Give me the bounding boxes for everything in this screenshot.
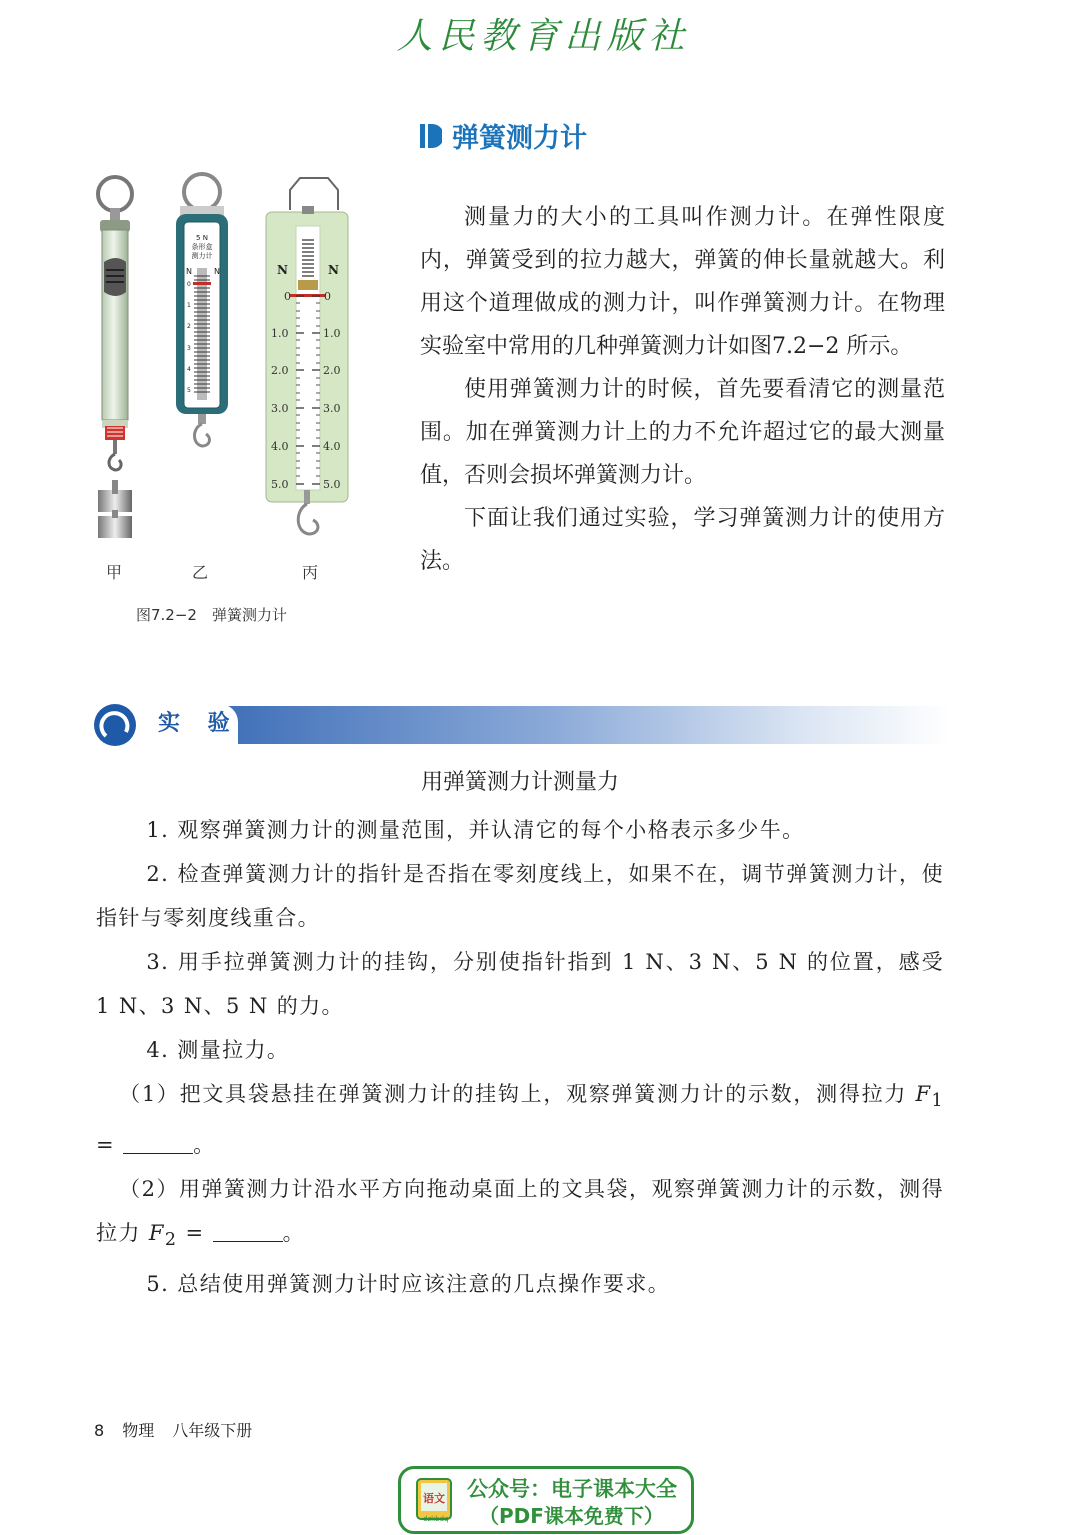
- section-title-text: 弹簧测力计: [452, 123, 587, 154]
- scale-bing-unit-left: N: [277, 263, 288, 277]
- step-4-sub-2-var: F: [148, 1221, 165, 1246]
- experiment-icon: [92, 702, 138, 748]
- intro-paragraph-1: 测量力的大小的工具叫作测力计。在弹性限度内，弹簧受到的拉力越大，弹簧的伸长量就越大。利用这个道理做成的测力计，叫作弹簧测力计。在物理实验室中常用的几种弹簧测力计如图7.2−2 所示。: [420, 205, 945, 359]
- step-4-sub-2-text: （2）用弹簧测力计沿水平方向拖动桌面上的文具袋，观察弹簧测力计的示数，测得拉力: [96, 1177, 944, 1246]
- scale-bing-tick-3-right: 3.0: [323, 402, 341, 415]
- scale-yi-tick-4: 4: [187, 366, 191, 373]
- step-4-sub-2-sub: 2: [164, 1230, 178, 1251]
- scale-bing-tick-2-right: 2.0: [323, 364, 341, 377]
- scale-jia: [98, 177, 132, 538]
- step-5: 5. 总结使用弹簧测力计时应该注意的几点操作要求。: [146, 1272, 671, 1297]
- scale-bing-tick-0-right: 0: [324, 290, 331, 303]
- footer-subject: 物理: [122, 1421, 155, 1440]
- answer-blank-f1[interactable]: [123, 1133, 193, 1154]
- book-icon-text: 语文: [423, 1492, 445, 1505]
- scale-yi-top-2: 条形盒: [191, 243, 213, 251]
- figure-label-yi: 乙: [192, 563, 209, 582]
- scale-yi-tick-5: 5: [187, 387, 191, 394]
- scale-bing: [266, 178, 348, 534]
- intro-paragraph-2: 使用弹簧测力计的时候，首先要看清它的测量范围。加在弹簧测力计上的力不允许超过它的最大测量值，否则会损坏弹簧测力计。: [420, 377, 945, 488]
- promo-badge[interactable]: [398, 1466, 694, 1534]
- spring-scale-figure: [90, 170, 370, 560]
- badge-icon-sub: dzkbdq: [423, 1515, 449, 1523]
- scale-bing-tick-4-left: 4.0: [271, 440, 289, 453]
- step-1: 1. 观察弹簧测力计的测量范围，并认清它的每个小格表示多少牛。: [146, 818, 805, 842]
- step-4-sub-1-text: （1）把文具袋悬挂在弹簧测力计的挂钩上，观察弹簧测力计的示数，测得拉力: [119, 1082, 916, 1106]
- figure-label-jia: 甲: [106, 563, 123, 582]
- scale-bing-tick-1-right: 1.0: [323, 327, 341, 340]
- experiment-banner: [92, 700, 952, 746]
- scale-bing-tick-2-left: 2.0: [271, 364, 289, 377]
- scale-yi-top-1: 5 N: [196, 234, 208, 242]
- step-4-sub-1: [96, 1072, 944, 1167]
- page-number: 8: [94, 1421, 105, 1440]
- scale-yi: [176, 174, 228, 446]
- scale-yi-unit-right: N: [214, 267, 220, 276]
- scale-yi-top-3: 测力计: [191, 252, 213, 260]
- step-4-sub-1-var: F: [915, 1082, 932, 1106]
- scale-yi-unit-left: N: [186, 267, 192, 276]
- experiment-steps: [96, 808, 944, 1306]
- scale-bing-tick-5-right: 5.0: [323, 478, 341, 491]
- intro-text: [420, 196, 945, 583]
- scale-bing-unit-right: N: [328, 263, 339, 277]
- scale-bing-tick-3-left: 3.0: [271, 402, 289, 415]
- scale-yi-tick-3: 3: [187, 345, 191, 352]
- figure-caption: 图7.2−2 弹簧测力计: [136, 606, 287, 624]
- experiment-tag: 实 验: [158, 711, 240, 736]
- step-4: 4. 测量拉力。: [146, 1038, 290, 1062]
- experiment-banner-gradient: [220, 706, 950, 744]
- step-4-sub-2-period: 。: [282, 1221, 305, 1246]
- scale-yi-tick-1: 1: [187, 302, 191, 309]
- scale-bing-tick-4-right: 4.0: [323, 440, 341, 453]
- step-4-sub-2: [96, 1167, 944, 1262]
- footer-grade: 八年级下册: [172, 1421, 253, 1440]
- step-4-sub-2-equals: =: [177, 1221, 213, 1246]
- step-4-sub-1-equals: =: [96, 1133, 124, 1158]
- publisher-logo: 人民教育出版社: [396, 16, 691, 57]
- scale-bing-tick-0-left: 0: [284, 290, 291, 303]
- scale-bing-tick-1-left: 1.0: [271, 327, 289, 340]
- step-4-sub-1-period: 。: [193, 1133, 216, 1158]
- badge-line-1: 公众号：电子课本大全: [467, 1477, 677, 1501]
- scale-bing-tick-5-left: 5.0: [271, 478, 289, 491]
- scale-yi-tick-2: 2: [187, 323, 191, 330]
- step-3: 3. 用手拉弹簧测力计的挂钩，分别使指针指到 1 N、3 N、5 N 的位置，感受 1 N、3 N、5 N 的力。: [96, 950, 944, 1018]
- experiment-title: 用弹簧测力计测量力: [420, 770, 619, 795]
- badge-line-2: （PDF课本免费下）: [479, 1504, 664, 1528]
- answer-blank-f2[interactable]: [213, 1221, 283, 1242]
- page-footer: [94, 1418, 252, 1441]
- step-4-sub-1-sub: 1: [931, 1091, 944, 1112]
- section-title: [420, 116, 587, 155]
- step-2: 2. 检查弹簧测力计的指针是否指在零刻度线上，如果不在，调节弹簧测力计，使指针与零刻度线重合。: [96, 862, 944, 930]
- section-marker-icon: [420, 124, 442, 148]
- figure-label-bing: 丙: [302, 563, 319, 582]
- intro-paragraph-3: 下面让我们通过实验，学习弹簧测力计的使用方法。: [420, 506, 945, 574]
- scale-yi-tick-0: 0: [187, 281, 191, 288]
